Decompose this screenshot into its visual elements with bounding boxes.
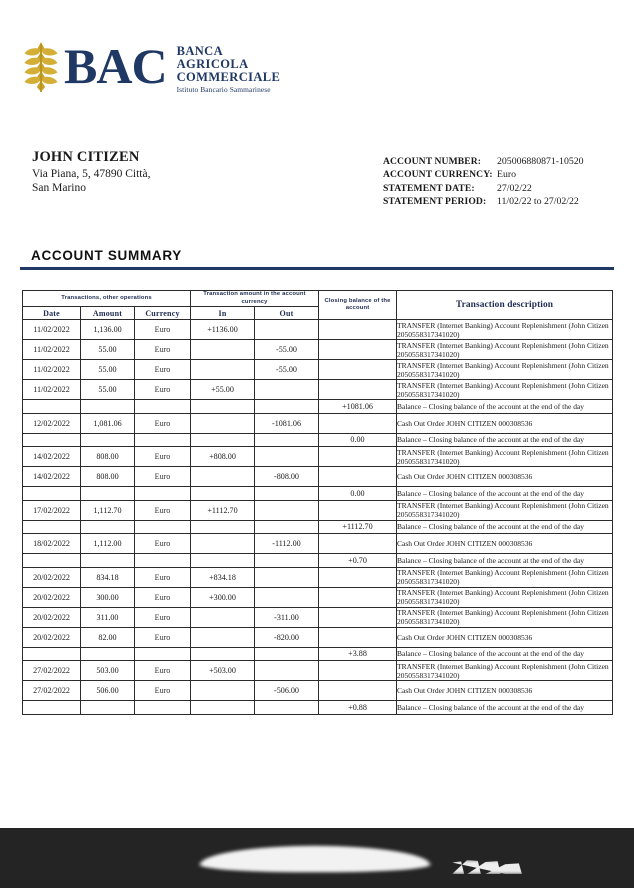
account-currency-label: ACCOUNT CURRENCY:	[383, 169, 493, 181]
cell-balance	[319, 534, 397, 554]
cell-date: 17/02/2022	[23, 500, 81, 520]
header-transactions-group: Transactions, other operations	[23, 291, 191, 307]
cell-out	[255, 487, 319, 501]
bank-subtitle: Istituto Bancario Sammarinese	[176, 84, 271, 94]
bank-name-line-1: BANCA	[176, 44, 224, 58]
cell-currency	[135, 520, 191, 534]
statement-date-value: 27/02/22	[497, 182, 532, 194]
cell-balance	[319, 467, 397, 487]
cell-balance	[319, 380, 397, 400]
cell-currency: Euro	[135, 607, 191, 627]
cell-amount: 55.00	[81, 340, 135, 360]
bank-full-name	[177, 45, 281, 94]
bank-name-line-3: COMMERCIALE	[176, 69, 281, 84]
customer-address-line-2: San Marino	[32, 182, 86, 194]
cell-balance	[319, 413, 397, 433]
cell-description: Balance – Closing balance of the account at the end of the day	[397, 520, 613, 534]
statement-table	[22, 290, 613, 715]
cell-in	[191, 701, 255, 715]
table-row	[23, 413, 613, 433]
table-body	[23, 320, 613, 715]
cell-amount: 55.00	[81, 360, 135, 380]
cell-amount: 503.00	[81, 661, 135, 681]
table-row	[23, 701, 613, 715]
customer-address-line-1: Via Piana, 5, 47890 Città,	[32, 167, 151, 180]
cell-in: +55.00	[191, 380, 255, 400]
cell-date: 27/02/2022	[23, 661, 81, 681]
cell-in	[191, 627, 255, 647]
table-row	[23, 400, 613, 414]
header-out: Out	[255, 307, 319, 320]
statement-date-label: STATEMENT DATE:	[383, 182, 475, 194]
cell-currency: Euro	[135, 500, 191, 520]
table-row	[23, 520, 613, 534]
cell-amount: 834.18	[81, 567, 135, 587]
cell-currency	[135, 647, 191, 661]
cell-amount	[81, 701, 135, 715]
cell-description: TRANSFER (Internet Banking) Account Replenishment (John Citizen 2050558317341020)	[397, 320, 613, 340]
cell-description: TRANSFER (Internet Banking) Account Replenishment (John Citizen 2050558317341020)	[397, 340, 613, 360]
table-group-header-row	[23, 291, 613, 307]
cell-amount: 808.00	[81, 467, 135, 487]
table-row	[23, 380, 613, 400]
cell-date: 27/02/2022	[23, 681, 81, 701]
cell-out: -1081.06	[255, 413, 319, 433]
cell-in: +808.00	[191, 447, 255, 467]
cell-description: TRANSFER (Internet Banking) Account Replenishment (John Citizen 2050558317341020)	[397, 447, 613, 467]
cell-in: +1112.70	[191, 500, 255, 520]
cell-out	[255, 661, 319, 681]
cell-date	[23, 701, 81, 715]
cell-date: 18/02/2022	[23, 534, 81, 554]
header-transaction-description: Transaction description	[397, 291, 613, 320]
cell-date: 11/02/2022	[23, 340, 81, 360]
cell-amount: 300.00	[81, 587, 135, 607]
cell-date: 11/02/2022	[23, 380, 81, 400]
cell-balance: 0.00	[319, 433, 397, 447]
cell-out	[255, 554, 319, 568]
cell-description: TRANSFER (Internet Banking) Account Replenishment (John Citizen 2050558317341020)	[397, 360, 613, 380]
footer-watermark-graphic	[200, 846, 430, 873]
cell-in	[191, 467, 255, 487]
header-closing-balance: Closing balance of the account	[319, 291, 397, 320]
cell-balance	[319, 587, 397, 607]
account-details	[383, 155, 584, 208]
cell-out	[255, 587, 319, 607]
cell-date	[23, 487, 81, 501]
cell-out: -820.00	[255, 627, 319, 647]
cell-currency	[135, 701, 191, 715]
table-row	[23, 340, 613, 360]
cell-description: TRANSFER (Internet Banking) Account Replenishment (John Citizen 2050558317341020)	[397, 500, 613, 520]
cell-description: Balance – Closing balance of the account at the end of the day	[397, 400, 613, 414]
account-number-value: 205006880871-10520	[497, 156, 584, 167]
cell-in	[191, 607, 255, 627]
footer-signature-mark	[452, 860, 528, 874]
cell-date: 11/02/2022	[23, 320, 81, 340]
cell-balance	[319, 340, 397, 360]
cell-description: TRANSFER (Internet Banking) Account Replenishment (John Citizen 2050558317341020)	[397, 607, 613, 627]
cell-amount	[81, 433, 135, 447]
bank-acronym: BAC	[64, 38, 167, 94]
cell-amount: 82.00	[81, 627, 135, 647]
cell-date: 14/02/2022	[23, 447, 81, 467]
table-row	[23, 627, 613, 647]
cell-description: TRANSFER (Internet Banking) Account Replenishment (John Citizen 2050558317341020)	[397, 587, 613, 607]
cell-currency: Euro	[135, 320, 191, 340]
header-currency: Currency	[135, 307, 191, 320]
customer-name: JOHN CITIZEN	[32, 149, 140, 165]
footer-band	[0, 828, 634, 888]
cell-amount	[81, 487, 135, 501]
account-currency-value: Euro	[497, 169, 517, 181]
cell-amount: 1,136.00	[81, 320, 135, 340]
statement-period-label: STATEMENT PERIOD:	[383, 195, 487, 207]
cell-in	[191, 520, 255, 534]
cell-out	[255, 647, 319, 661]
table-row	[23, 487, 613, 501]
cell-amount	[81, 400, 135, 414]
cell-date	[23, 647, 81, 661]
cell-amount	[81, 647, 135, 661]
cell-description: Balance – Closing balance of the account at the end of the day	[397, 701, 613, 715]
cell-description: TRANSFER (Internet Banking) Account Replenishment (John Citizen 2050558317341020)	[397, 380, 613, 400]
cell-date: 14/02/2022	[23, 467, 81, 487]
header-amount: Amount	[81, 307, 135, 320]
wheat-ear-icon	[20, 40, 62, 94]
cell-balance: +0.70	[319, 554, 397, 568]
cell-in	[191, 487, 255, 501]
cell-out	[255, 320, 319, 340]
cell-balance	[319, 320, 397, 340]
cell-description: Cash Out Order JOHN CITIZEN 000308536	[397, 534, 613, 554]
table-row	[23, 447, 613, 467]
account-summary-title: ACCOUNT SUMMARY	[31, 248, 182, 263]
cell-date	[23, 400, 81, 414]
table-row	[23, 587, 613, 607]
cell-date: 20/02/2022	[23, 587, 81, 607]
cell-description: Balance – Closing balance of the account at the end of the day	[397, 554, 613, 568]
table-row	[23, 467, 613, 487]
cell-in: +834.18	[191, 567, 255, 587]
cell-balance: 0.00	[319, 487, 397, 501]
cell-date	[23, 554, 81, 568]
cell-date	[23, 520, 81, 534]
cell-currency: Euro	[135, 380, 191, 400]
cell-date: 20/02/2022	[23, 567, 81, 587]
cell-out: -55.00	[255, 340, 319, 360]
cell-out: -808.00	[255, 467, 319, 487]
cell-currency: Euro	[135, 340, 191, 360]
cell-date: 20/02/2022	[23, 607, 81, 627]
statement-table-container	[22, 290, 612, 715]
cell-date: 11/02/2022	[23, 360, 81, 380]
cell-currency: Euro	[135, 627, 191, 647]
cell-currency: Euro	[135, 413, 191, 433]
cell-out: -311.00	[255, 607, 319, 627]
cell-out: -55.00	[255, 360, 319, 380]
cell-amount: 808.00	[81, 447, 135, 467]
cell-currency: Euro	[135, 467, 191, 487]
cell-balance	[319, 681, 397, 701]
cell-in: +1136.00	[191, 320, 255, 340]
cell-currency: Euro	[135, 661, 191, 681]
cell-balance: +1112.70	[319, 520, 397, 534]
cell-amount: 506.00	[81, 681, 135, 701]
cell-out	[255, 433, 319, 447]
table-row	[23, 433, 613, 447]
header-date: Date	[23, 307, 81, 320]
cell-balance	[319, 661, 397, 681]
cell-currency	[135, 487, 191, 501]
cell-amount	[81, 554, 135, 568]
cell-out: -1112.00	[255, 534, 319, 554]
table-row	[23, 661, 613, 681]
cell-amount: 1,112.70	[81, 500, 135, 520]
table-row	[23, 320, 613, 340]
table-row	[23, 567, 613, 587]
cell-out	[255, 520, 319, 534]
cell-in	[191, 433, 255, 447]
cell-date: 20/02/2022	[23, 627, 81, 647]
cell-out	[255, 380, 319, 400]
cell-currency	[135, 433, 191, 447]
cell-currency: Euro	[135, 681, 191, 701]
cell-in	[191, 360, 255, 380]
cell-currency	[135, 400, 191, 414]
cell-balance	[319, 607, 397, 627]
cell-description: Balance – Closing balance of the account at the end of the day	[397, 487, 613, 501]
cell-amount	[81, 520, 135, 534]
customer-block	[32, 150, 150, 196]
cell-date	[23, 433, 81, 447]
cell-currency: Euro	[135, 534, 191, 554]
cell-in	[191, 681, 255, 701]
table-header	[23, 291, 613, 320]
cell-out	[255, 567, 319, 587]
table-row	[23, 681, 613, 701]
cell-date: 12/02/2022	[23, 413, 81, 433]
cell-currency: Euro	[135, 567, 191, 587]
cell-balance: +1081.06	[319, 400, 397, 414]
cell-description: Cash Out Order JOHN CITIZEN 000308536	[397, 467, 613, 487]
bank-logo	[20, 38, 280, 94]
cell-out: -506.00	[255, 681, 319, 701]
cell-currency: Euro	[135, 447, 191, 467]
cell-in	[191, 400, 255, 414]
cell-balance	[319, 627, 397, 647]
cell-currency	[135, 554, 191, 568]
cell-amount: 55.00	[81, 380, 135, 400]
statement-period-value: 11/02/22 to 27/02/22	[497, 195, 579, 207]
cell-description: Cash Out Order JOHN CITIZEN 000308536	[397, 681, 613, 701]
table-row	[23, 607, 613, 627]
cell-in: +503.00	[191, 661, 255, 681]
cell-description: TRANSFER (Internet Banking) Account Replenishment (John Citizen 2050558317341020)	[397, 567, 613, 587]
table-row	[23, 500, 613, 520]
cell-description: Balance – Closing balance of the account at the end of the day	[397, 433, 613, 447]
cell-amount: 311.00	[81, 607, 135, 627]
table-row	[23, 360, 613, 380]
cell-description: Cash Out Order JOHN CITIZEN 000308536	[397, 413, 613, 433]
table-row	[23, 554, 613, 568]
cell-description: Cash Out Order JOHN CITIZEN 000308536	[397, 627, 613, 647]
page-bottom-margin	[0, 888, 634, 896]
cell-amount: 1,081.06	[81, 413, 135, 433]
account-number-label: ACCOUNT NUMBER:	[383, 156, 482, 167]
cell-in	[191, 647, 255, 661]
cell-in: +300.00	[191, 587, 255, 607]
cell-balance	[319, 360, 397, 380]
cell-out	[255, 500, 319, 520]
cell-currency: Euro	[135, 360, 191, 380]
bank-name-line-2: AGRICOLA	[176, 56, 249, 71]
table-row	[23, 534, 613, 554]
cell-out	[255, 701, 319, 715]
cell-balance	[319, 447, 397, 467]
cell-in	[191, 554, 255, 568]
cell-description: TRANSFER (Internet Banking) Account Replenishment (John Citizen 2050558317341020)	[397, 661, 613, 681]
cell-in	[191, 340, 255, 360]
cell-balance: +0.88	[319, 701, 397, 715]
cell-amount: 1,112.00	[81, 534, 135, 554]
cell-balance	[319, 500, 397, 520]
cell-description: Balance – Closing balance of the account at the end of the day	[397, 647, 613, 661]
cell-balance: +3.88	[319, 647, 397, 661]
header-amount-group: Transaction amount in the account currency	[191, 291, 319, 307]
cell-in	[191, 534, 255, 554]
cell-out	[255, 400, 319, 414]
cell-in	[191, 413, 255, 433]
header-in: In	[191, 307, 255, 320]
cell-balance	[319, 567, 397, 587]
cell-currency: Euro	[135, 587, 191, 607]
table-row	[23, 647, 613, 661]
cell-out	[255, 447, 319, 467]
section-divider	[20, 267, 614, 270]
